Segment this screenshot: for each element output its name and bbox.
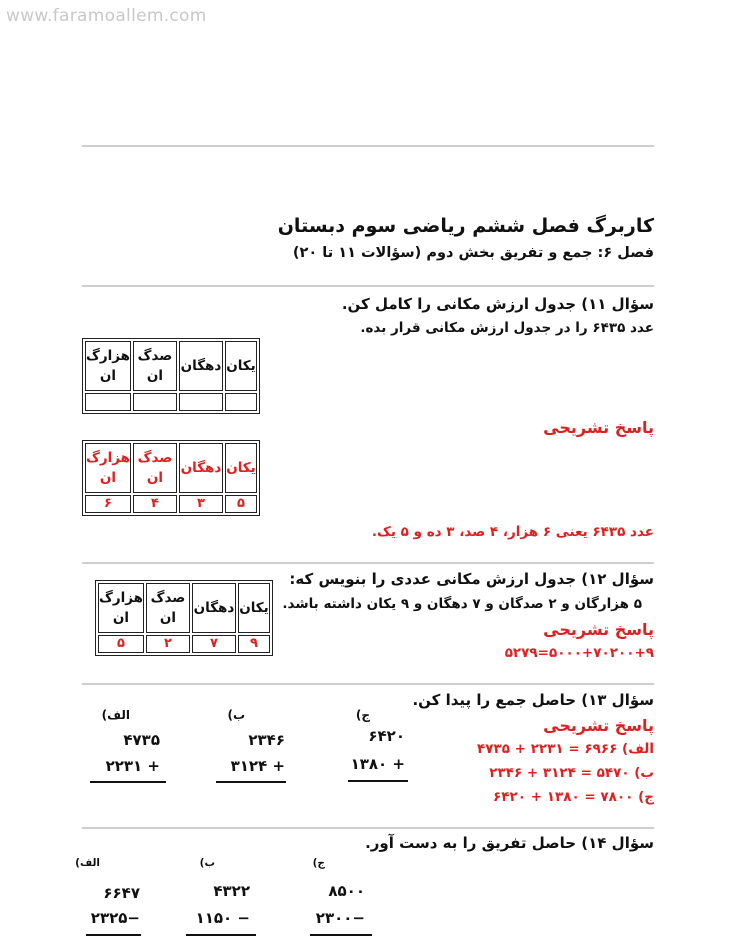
q14-label-b: ب) [199, 857, 215, 869]
q11-place-value-table [82, 338, 260, 414]
empty-cell [179, 393, 223, 411]
value-hundreds: ۴ [133, 495, 177, 513]
q11-title: سؤال ۱۱) جدول ارزش مکانی را کامل کن. [341, 295, 654, 313]
q12-place-value-table [95, 580, 273, 656]
q14-title: سؤال ۱۴) حاصل تفریق را به دست آور. [365, 834, 654, 852]
empty-cell [133, 393, 177, 411]
header-ones: یکان [225, 443, 257, 493]
q14-top-b: ۴۳۲۲ [213, 882, 250, 900]
divider [82, 683, 654, 685]
q13-bottom-c: + ۱۳۸۰ [350, 755, 405, 773]
empty-cell [225, 393, 257, 411]
header-thousands: هزارگ ان [85, 341, 131, 391]
q11-answer-heading: پاسخ تشریحی [543, 418, 654, 437]
q14-bottom-b: − ۱۱۵۰ [195, 909, 250, 927]
value-tens: ۷ [192, 635, 236, 653]
q13-answer-a: الف) ۶۹۶۶ = ۲۲۳۱ + ۴۷۳۵ [477, 741, 654, 757]
q14-label-c: ج) [312, 857, 325, 869]
q11-answer-text: عدد ۶۴۳۵ یعنی ۶ هزار، ۴ صد، ۳ ده و ۵ یک. [371, 524, 654, 540]
divider [82, 562, 654, 564]
header-tens: دهگان [192, 583, 236, 633]
header-tens: دهگان [179, 341, 223, 391]
q13-top-b: ۲۳۴۶ [248, 731, 285, 749]
value-ones: ۵ [225, 495, 257, 513]
q13-label-b: ب) [227, 708, 245, 722]
divider [82, 285, 654, 287]
header-ones: یکان [238, 583, 270, 633]
empty-cell [85, 393, 131, 411]
watermark: www.faramoallem.com [6, 6, 207, 26]
q14-top-a: ۶۶۴۷ [103, 884, 140, 902]
worksheet-title: کاربرگ فصل ششم ریاضی سوم دبستان [277, 215, 654, 237]
q12-answer-heading: پاسخ تشریحی [543, 620, 654, 639]
q13-sum-line-a [90, 781, 166, 783]
header-ones: یکان [225, 341, 257, 391]
q12-answer-text: ۵۰۰۰+۷۰۲۰۰+۹=۵۲۷۹ [504, 645, 654, 661]
q11-subtitle: عدد ۶۴۳۵ را در جدول ارزش مکانی قرار بده. [360, 320, 654, 336]
q13-top-c: ۶۴۲۰ [368, 727, 405, 745]
q13-bottom-b: + ۳۱۲۴ [230, 757, 285, 775]
q13-sum-line-c [348, 780, 408, 782]
divider [82, 827, 654, 829]
q13-answer-c: ج) ۷۸۰۰ = ۱۳۸۰ + ۶۴۲۰ [493, 789, 654, 805]
q13-title: سؤال ۱۳) حاصل جمع را پیدا کن. [412, 691, 654, 709]
header-hundreds: صدگ ان [146, 583, 190, 633]
q14-diff-line-b [186, 934, 256, 936]
q12-title: سؤال ۱۲) جدول ارزش مکانی عددی را بنویس که: [289, 570, 654, 588]
q11-answer-table [82, 440, 260, 516]
header-thousands: هزارگ ان [98, 583, 144, 633]
q14-diff-line-c [310, 934, 372, 936]
q14-label-a: الف) [75, 857, 100, 869]
q12-subtitle: ۵ هزارگان و ۲ صدگان و ۷ دهگان و ۹ یکان داشته باشد. [282, 596, 642, 612]
header-thousands: هزارگ ان [85, 443, 131, 493]
q13-answer-heading: پاسخ تشریحی [543, 716, 654, 735]
header-tens: دهگان [179, 443, 223, 493]
q13-answer-b: ب) ۵۴۷۰ = ۳۱۲۴ + ۲۳۴۶ [489, 765, 654, 781]
q13-sum-line-b [216, 781, 286, 783]
value-hundreds: ۲ [146, 635, 190, 653]
header-hundreds: صدگ ان [133, 443, 177, 493]
divider [82, 145, 654, 147]
q14-top-c: ۸۵۰۰ [328, 882, 365, 900]
value-tens: ۳ [179, 495, 223, 513]
q13-bottom-a: + ۲۲۳۱ [105, 757, 160, 775]
value-ones: ۹ [238, 635, 270, 653]
value-thousands: ۶ [85, 495, 131, 513]
value-thousands: ۵ [98, 635, 144, 653]
header-hundreds: صدگ ان [133, 341, 177, 391]
worksheet-subtitle: فصل ۶: جمع و تفریق بخش دوم (سؤالات ۱۱ تا ۲۰) [292, 245, 654, 261]
q13-label-a: الف) [101, 708, 130, 722]
q14-diff-line-a [86, 934, 141, 936]
q14-bottom-c: −۲۳۰۰ [315, 909, 365, 927]
q13-label-c: ج) [355, 708, 370, 722]
q14-bottom-a: −۲۳۲۵ [90, 909, 140, 927]
q13-top-a: ۴۷۳۵ [123, 731, 160, 749]
